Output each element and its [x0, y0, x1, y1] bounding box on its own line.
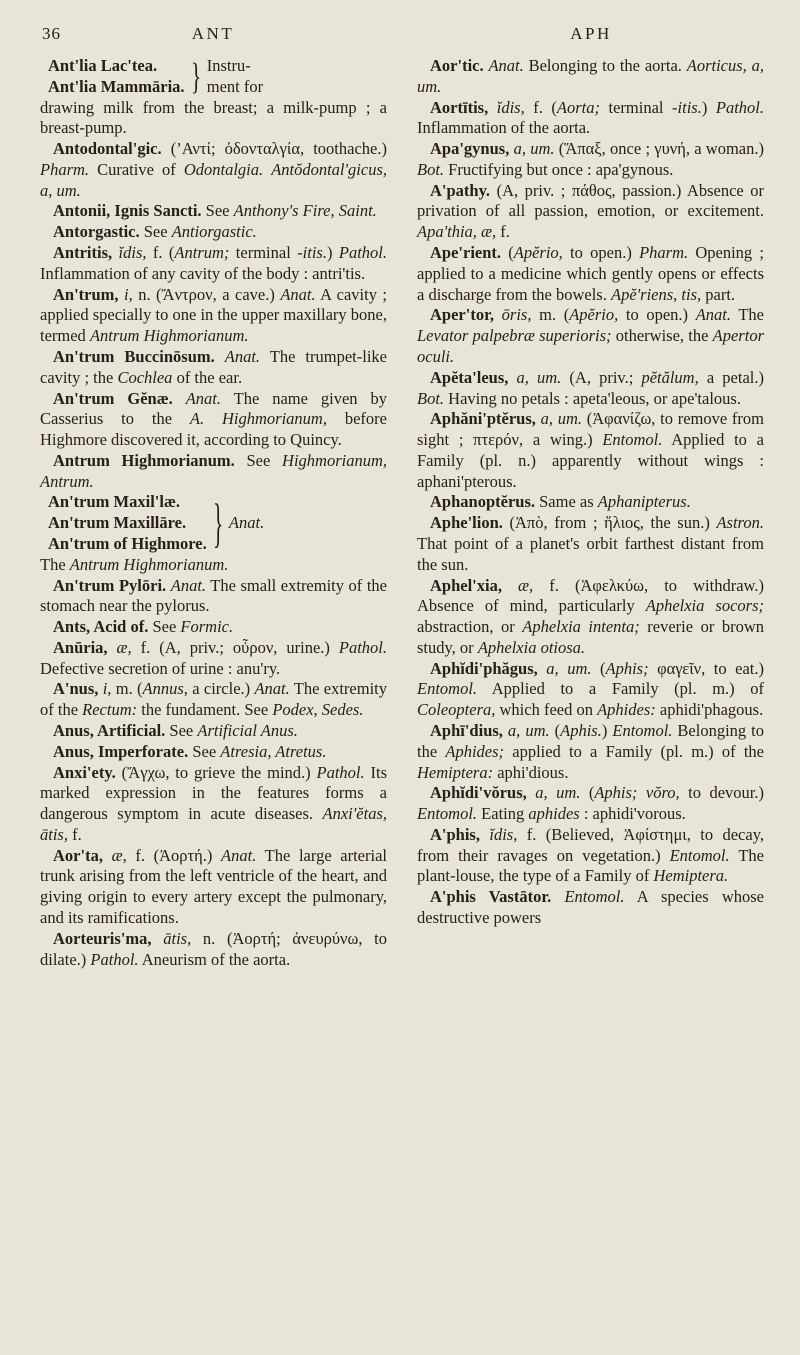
entry-text: n. (Ἀορτή; ἀνευρύνω, to dilate.) — [40, 928, 388, 969]
entry-text: f. (A, priv.; οὖρον, urine.) — [131, 637, 339, 657]
entry-text: Apertor oculi. — [417, 326, 764, 366]
entry-text: Hemiptera. — [653, 866, 729, 886]
entry-text: Pathol. — [90, 949, 139, 969]
running-head — [40, 24, 764, 44]
dictionary-entry — [417, 825, 764, 887]
right-column — [417, 56, 764, 970]
entry-text: a, um. — [535, 409, 583, 429]
dictionary-entry — [40, 617, 387, 638]
running-head-left — [40, 24, 386, 44]
entry-text: Anat. — [254, 679, 290, 699]
entry-headword: Aphĭdi'vŏrus, — [430, 783, 527, 803]
entry-text: Anat. — [488, 56, 524, 75]
entry-text — [263, 160, 271, 179]
dictionary-entry — [40, 389, 387, 451]
entry-headword: Aphe'lion. — [430, 513, 503, 533]
entry-text: Aphis; — [605, 658, 649, 678]
entry-text: The extremity of the — [40, 679, 387, 720]
entry-text: Anat. — [228, 513, 265, 533]
entry-text: which feed on — [495, 700, 598, 720]
entry-text: See — [139, 222, 172, 242]
dictionary-entry — [40, 139, 387, 201]
dictionary-entry — [40, 451, 387, 493]
entry-headword: Aor'ta, — [53, 845, 103, 865]
entry-headword: Aphī'dius, — [430, 721, 503, 740]
entry-text: The small extremity of the stomach near the pylorus. — [40, 575, 388, 616]
entry-text: Levator palpebræ superioris; — [417, 326, 612, 346]
entry-text: Apĕ'riens, tis, — [610, 284, 702, 304]
brace-glyph: } — [190, 56, 201, 98]
entry-text: applied to a Family (pl. m.) of the — [504, 741, 764, 761]
entry-headword: An'trum Gĕnæ. — [53, 388, 173, 408]
entry-text: a, um. — [502, 721, 550, 740]
entry-text: Pathol. — [715, 97, 764, 117]
entry-text: (’Αντί; ὀδονταλγία, toothache.) — [161, 139, 387, 159]
entry-text: Fructifying but once : apa'gynous. — [444, 159, 674, 179]
entry-text — [215, 347, 225, 366]
dictionary-entry — [40, 929, 387, 971]
left-column — [40, 56, 387, 970]
entry-text: Astron. — [716, 513, 764, 533]
entry-headword: Aphanoptĕrus. — [430, 492, 535, 512]
dictionary-entry — [417, 243, 764, 305]
entry-headword: A'phis, — [430, 824, 480, 844]
entry-headword: An'trum of Highmore. — [48, 533, 207, 553]
dictionary-entry — [417, 139, 764, 181]
entry-headword: Ant'lia Mammāria. — [48, 76, 185, 96]
entry-text: The plant-louse, the type of a Family of — [417, 845, 764, 886]
brace-glyph: } — [212, 493, 223, 554]
entry-text: Annus, — [142, 679, 188, 699]
entry-text: Bot. — [417, 159, 445, 179]
entry-text: f. ( — [524, 97, 557, 117]
entry-headword: Anus, Imperforate. — [53, 741, 189, 761]
entry-text: See — [201, 201, 234, 221]
entry-text: Aphis. — [560, 721, 602, 740]
entry-text: Anat. — [695, 305, 731, 325]
entry-headword: An'trum Pylōri. — [53, 575, 167, 595]
dictionary-entry — [417, 576, 764, 659]
entry-headword: Apa'gynus, — [430, 139, 510, 159]
entry-text: Anat. — [221, 845, 257, 865]
entry-text: reverie or brown study, or — [417, 617, 764, 657]
entry-text: Aphelxia otiosa. — [477, 637, 586, 657]
entry-text: Anat. — [280, 284, 316, 304]
entry-headword: Aorteuris'ma, — [53, 928, 152, 948]
entry-text: The trumpet-like cavity ; the — [40, 346, 387, 387]
entry-text: Cochlea — [117, 367, 173, 387]
entry-text: The — [40, 554, 70, 574]
entry-text: The large arterial trunk arising from the left ventricle of the heart, and giving origin to every artery except the pulmonary, and its ramifications. — [40, 845, 387, 928]
entry-text: Podex, Sedes. — [272, 700, 364, 720]
entry-text: aphidi'phagous. — [655, 700, 764, 720]
running-head-right — [418, 24, 764, 44]
entry-headword: Anus, Artificial. — [53, 721, 166, 740]
entry-headword: Anūria, — [53, 637, 108, 657]
entry-text: Antrum Highmorianum. — [69, 554, 229, 574]
dictionary-entry — [40, 576, 387, 618]
entry-text: Entomol. — [417, 679, 478, 699]
dictionary-entry — [40, 742, 387, 763]
entry-text: ( — [549, 721, 561, 740]
entry-text: Pathol. — [316, 762, 365, 782]
entry-headword: An'trum Maxil'læ. — [48, 492, 180, 512]
entry-text: Inflammation of any cavity of the body : antri'tis. — [40, 263, 366, 283]
entry-text: (Ἅπαξ, once ; γυνή, a woman.) — [554, 139, 764, 159]
entry-text: ( — [501, 243, 514, 263]
entry-headword: A'pathy. — [430, 180, 491, 200]
entry-text: Antrum; — [174, 243, 230, 263]
brace-right-text — [229, 513, 264, 534]
entry-text: before Highmore discovered it, according to Quincy. — [40, 409, 387, 450]
entry-text: Pharm. — [40, 159, 90, 179]
entry-text: Anat. — [224, 346, 261, 366]
entry-text: vŏro, — [645, 783, 680, 803]
page-number: 36 — [42, 24, 61, 43]
entry-text: Aphelxia intenta; — [522, 617, 640, 637]
entry-text: a, um. — [526, 783, 581, 803]
dictionary-entry — [417, 305, 764, 367]
entry-text — [173, 389, 186, 408]
entry-text: Hemiptera: — [417, 762, 494, 782]
entry-text: aphides — [528, 804, 580, 824]
entry-text: f. — [67, 824, 82, 844]
entry-text: otherwise, the — [611, 326, 713, 346]
entry-text: Bot. — [417, 388, 445, 408]
dictionary-entry — [40, 721, 387, 742]
brace-row — [40, 492, 387, 554]
entry-headword: Antrum Highmorianum. — [53, 450, 235, 470]
dictionary-entry — [40, 763, 387, 846]
entry-text: ( — [580, 783, 595, 803]
entry-text: a, um. — [508, 367, 562, 387]
entry-text: i, — [98, 679, 112, 699]
entry-text: ōris, — [494, 305, 532, 325]
entry-text: The name given by Casserius to the — [40, 388, 387, 429]
entry-headword: Aortītis, — [430, 97, 489, 117]
dictionary-entry — [40, 347, 387, 389]
entry-text: Opening ; applied to a medicine which gently opens or effects a discharge from the bowels. — [417, 243, 764, 304]
entry-headword: An'trum, — [53, 284, 119, 304]
entry-text: Entomol. — [612, 721, 673, 740]
entry-headword: Antodontal'gic. — [53, 139, 162, 159]
entry-text: of the ear. — [172, 367, 243, 387]
dictionary-entry — [40, 638, 387, 680]
entry-text — [637, 783, 645, 802]
dictionary-entry — [40, 243, 387, 285]
dictionary-entry — [40, 222, 387, 243]
dictionary-entry-braced — [40, 56, 387, 139]
dictionary-entry — [417, 492, 764, 513]
entry-text: Antiorgastic. — [171, 222, 257, 242]
entry-text: Same as — [535, 492, 598, 512]
entry-text: See — [234, 450, 283, 470]
entry-text: terminal — [599, 97, 673, 117]
entry-text: Pathol. — [338, 637, 387, 657]
entry-text: a, um. — [537, 658, 592, 678]
dictionary-entry — [417, 368, 764, 410]
dictionary-entry — [417, 98, 764, 140]
entry-text: (Ἀπὸ, from ; ἥλιος, the sun.) — [502, 513, 717, 533]
entry-text: A species whose destructive powers — [417, 887, 765, 928]
entry-headword: Aor'tic. — [430, 56, 484, 75]
entry-text: Inflammation of the aorta. — [417, 118, 591, 138]
dictionary-entry — [417, 783, 764, 825]
guide-word-left: ANT — [191, 24, 235, 43]
entry-headword: Aphăni'ptĕrus, — [430, 409, 536, 429]
entry-text: Anthony's Fire, Saint. — [233, 201, 377, 221]
entry-text: Defective secretion of urine : anu'ry. — [40, 658, 281, 678]
dictionary-entry — [417, 887, 764, 929]
entry-text: Apĕrio, — [513, 243, 563, 263]
dictionary-entry — [417, 513, 764, 575]
entry-text: Coleoptera, — [417, 700, 496, 720]
entry-text: Anxi'ĕtas, ātis, — [40, 804, 387, 844]
entry-text: ( — [591, 658, 606, 678]
entry-headword: Antritis, — [53, 243, 113, 263]
dictionary-entry — [417, 56, 764, 98]
entry-text: Instru- — [206, 56, 251, 75]
entry-text: φαγεῖν, to eat.) — [648, 658, 764, 678]
entry-text: Anat. — [185, 388, 221, 408]
entry-text: pĕtălum, — [641, 367, 699, 387]
entry-headword: An'trum Buccinōsum. — [53, 346, 215, 366]
entry-text: ) — [326, 243, 339, 263]
entry-text: Pharm. — [639, 243, 689, 263]
entry-text: Odontalgia. — [183, 159, 264, 179]
entry-text: Entomol. — [669, 845, 730, 865]
entry-text: f. — [496, 222, 510, 242]
entry-text: Apa'thia, æ, — [417, 222, 497, 242]
entry-text: Eating — [477, 804, 529, 824]
entry-text: Anat. — [170, 575, 207, 595]
entry-text: Entomol. — [417, 804, 478, 824]
entry-text: (A, priv.; — [561, 367, 642, 387]
entry-text: See — [148, 617, 181, 637]
entry-text: Antrum Highmorianum. — [89, 326, 249, 346]
entry-headword: Ant'lia Lac'tea. — [48, 56, 158, 75]
entry-text: Pathol. — [338, 243, 387, 263]
dictionary-entry-braced — [40, 492, 387, 575]
dictionary-entry — [417, 659, 764, 721]
entry-text: Aphis; — [594, 783, 638, 803]
entry-headword: Ape'rient. — [430, 243, 502, 263]
entry-text: aphi'dious. — [493, 762, 569, 782]
entry-text: See — [188, 741, 221, 761]
entry-text: a, um. — [509, 139, 555, 159]
entry-text: ment for — [206, 76, 264, 96]
dictionary-entry — [40, 285, 387, 347]
entry-text: a circle.) — [187, 679, 255, 699]
entry-text: Highmorianum, Antrum. — [40, 450, 387, 491]
entry-text: f. (Ἀορτή.) — [126, 845, 222, 865]
entry-text: Aneurism of the aorta. — [138, 949, 291, 969]
entry-text: Formic. — [180, 617, 234, 637]
brace-right-text — [207, 56, 263, 98]
entry-text: drawing milk from the breast; a milk-pump ; a breast-pump. — [40, 97, 387, 138]
entry-text: Aphanipterus. — [597, 492, 691, 512]
entry-text: (Ἄγχω, to grieve the mind.) — [115, 762, 317, 782]
entry-continuation — [40, 98, 387, 140]
entry-text: the fundament. See — [137, 700, 273, 720]
entry-text: Its marked expression in the features forms a dangerous symptom in acute diseases. — [40, 762, 388, 824]
entry-text: : aphidi'vorous. — [579, 804, 686, 824]
entry-text: part. — [701, 284, 736, 304]
entry-text: ĭdis, — [479, 824, 518, 844]
entry-text: m. ( — [111, 679, 143, 699]
entry-text: f. (Believed, Ἀφίστημι, to decay, from their ravages on vegetation.) — [417, 824, 764, 865]
entry-text: The — [731, 305, 764, 325]
entry-headword: Anxi'ety. — [53, 762, 116, 782]
entry-text: ĭdis, — [488, 97, 525, 117]
entry-text: Belonging to the — [417, 721, 765, 761]
entry-headword: Antorgastic. — [53, 222, 140, 242]
entry-headword: Antonii, Ignis Sancti. — [53, 201, 202, 221]
guide-word-right: APH — [570, 24, 612, 43]
entry-text: f. (Ἀφελκύω, to withdraw.) Absence of mind, particularly — [417, 575, 764, 616]
entry-headword: A'phis Vastātor. — [430, 887, 552, 907]
entry-text: abstraction, or — [417, 617, 523, 637]
entry-text: to open.) — [562, 243, 640, 263]
entry-continuation — [40, 555, 387, 576]
brace-row — [40, 56, 387, 98]
entry-text: terminal — [229, 243, 298, 263]
entry-text: ātis, — [151, 928, 192, 948]
entry-text: m. ( — [531, 305, 570, 325]
entry-text: æ, — [501, 575, 534, 595]
entry-text: Aphides: — [597, 700, 656, 720]
entry-headword: Ants, Acid of. — [53, 617, 149, 637]
entry-text: æ, — [107, 637, 132, 657]
entry-headword: Aper'tor, — [430, 305, 495, 325]
entry-text: ) — [601, 721, 613, 740]
entry-text: æ, — [102, 845, 127, 865]
entry-headword: Aphĭdi'phăgus, — [430, 658, 538, 678]
entry-text: to devour.) — [679, 783, 764, 803]
entry-text: A cavity ; applied specially to one in the upper maxillary bone, termed — [40, 284, 387, 346]
dictionary-entry — [417, 721, 764, 783]
entry-headword: A'nus, — [53, 679, 99, 699]
entry-text: a petal.) — [698, 367, 764, 387]
dictionary-entry — [40, 846, 387, 929]
entry-text: i, — [118, 284, 133, 304]
entry-text: Artificial Anus. — [197, 721, 298, 740]
entry-text: Rectum: — [82, 700, 138, 720]
entry-text: Aorticus, a, um. — [417, 56, 765, 96]
entry-text: Atresia, Atretus. — [220, 741, 327, 761]
entry-text: -itis. — [672, 97, 702, 117]
entry-headword: Aphel'xia, — [430, 575, 502, 595]
entry-text: A. Highmorianum, — [189, 409, 327, 429]
dictionary-entry — [417, 409, 764, 492]
entry-text: Aorta; — [556, 97, 600, 117]
dictionary-entry — [417, 181, 764, 243]
entry-text: Belonging to the aorta. — [523, 56, 687, 75]
entry-text: to open.) — [618, 305, 696, 325]
entry-text: Aphelxia socors; — [645, 596, 764, 616]
dictionary-entry — [40, 201, 387, 222]
entry-text: See — [165, 721, 198, 740]
entry-text: Entomol. — [564, 887, 625, 907]
entry-text: ĭdis, — [112, 243, 147, 263]
entry-text: Antŏdontal'gicus, a, um. — [40, 159, 388, 200]
entry-text: (A, priv. ; πάθος, passion.) Absence or privation of all passion, emotion, or excitement. — [417, 180, 764, 221]
entry-text: f. ( — [146, 243, 175, 263]
entry-text: Entomol. — [602, 430, 663, 450]
entry-text: Aphides; — [445, 741, 505, 761]
entry-text: -itis. — [297, 243, 327, 263]
entry-headword: An'trum Maxillāre. — [48, 513, 187, 533]
entry-text: n. (Ἄντρον, a cave.) — [132, 284, 281, 304]
brace-headwords — [40, 56, 185, 98]
entry-text: Apĕrio, — [569, 305, 619, 325]
entry-text: That point of a planet's orbit farthest distant from the sun. — [417, 533, 764, 574]
brace-headwords — [40, 492, 207, 554]
entry-text: Applied to a Family (pl. m.) of — [477, 679, 764, 699]
entry-text — [551, 887, 564, 906]
dictionary-entry — [40, 679, 387, 721]
entry-text: Having no petals : apeta'leous, or ape'talous. — [444, 388, 741, 408]
entry-text: Applied to a Family (pl. n.) apparently without wings : aphani'pterous. — [417, 430, 765, 491]
entry-text: (Ἀφανίζω, to remove from sight ; πτερόν, a wing.) — [417, 409, 764, 450]
two-column-text — [40, 56, 764, 970]
entry-text: ) — [701, 97, 716, 117]
entry-headword: Apĕta'leus, — [430, 367, 509, 387]
entry-text: Curative of — [89, 159, 184, 179]
